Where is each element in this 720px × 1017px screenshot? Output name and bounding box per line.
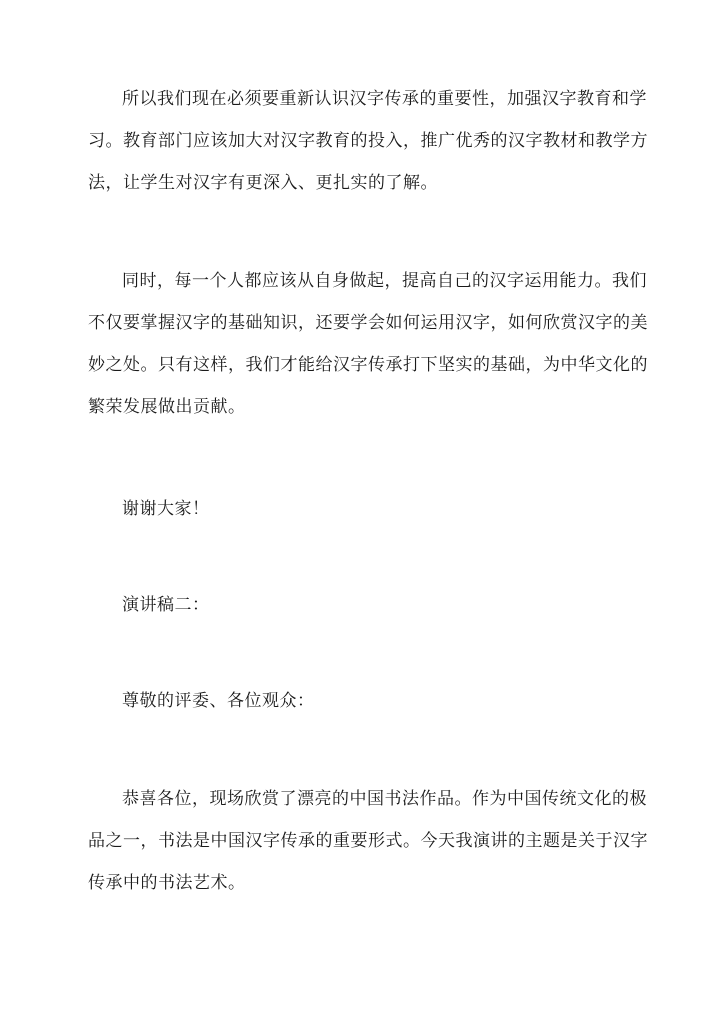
text-line: 法，让学生对汉字有更深入、更扎实的了解。 [88,173,438,193]
text-line: 谢谢大家！ [122,499,210,519]
text-line: 习。教育部门应该加大对汉字教育的投入，推广优秀的汉字教材和教学方 [88,131,648,151]
paragraph-calligraphy-intro [88,778,648,904]
text-line: 恭喜各位，现场欣赏了漂亮的中国书法作品。作为中国传统文化的极 [122,789,647,809]
text-line: 传承中的书法艺术。 [88,873,246,893]
text-line: 妙之处。只有这样，我们才能给汉字传承打下坚实的基础，为中华文化的 [88,355,648,375]
text-line: 品之一，书法是中国汉字传承的重要形式。今天我演讲的主题是关于汉字 [88,831,648,851]
text-line: 同时，每一个人都应该从自身做起，提高自己的汉字运用能力。我们 [122,271,647,291]
paragraph-thanks [88,488,636,530]
paragraph-heritage-education [88,78,648,204]
paragraph-salutation [88,680,636,722]
section-heading-speech-two [88,584,636,626]
text-line: 演讲稿二： [122,595,210,615]
text-line: 尊敬的评委、各位观众： [122,691,315,711]
text-line: 繁荣发展做出贡献。 [88,397,246,417]
text-line: 不仅要掌握汉字的基础知识，还要学会如何运用汉字，如何欣赏汉字的美 [88,313,648,333]
text-line: 所以我们现在必须要重新认识汉字传承的重要性，加强汉字教育和学 [122,89,647,109]
paragraph-personal-effort [88,260,648,428]
